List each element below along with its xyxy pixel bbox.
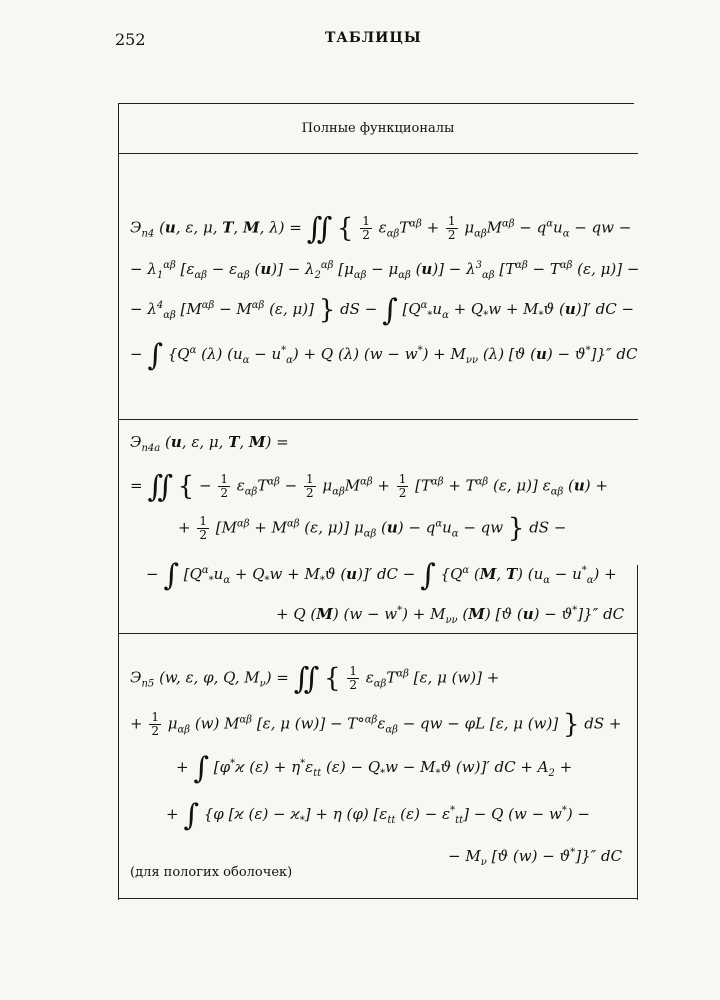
functionals-table xyxy=(118,103,638,900)
formula-line: + $\frac{1}{2}$ [$M^{\alpha\beta} + M^{\alpha\beta}$ (ε, μ)] $\mu_{\alpha\beta}$ $(u) - q^\alpha u_\alpha$ − qw } dS − xyxy=(178,513,567,544)
formula-line: − $M_\nu$ [ϑ (w) − ϑ*]}″ dC xyxy=(448,847,623,868)
formula-line: + ∫ [φ*ϰ $(\varepsilon) + \eta^*\varepsilon_{tt}$ $(\varepsilon) - Q_*w - M_*ϑ$ (w)]′ dC + $A_2$ + xyxy=(176,751,573,786)
formula-line: $Э_{п4а}$ (u, ε, μ, T, M) = xyxy=(130,433,289,454)
table-top-rule xyxy=(118,103,634,104)
table-right-rule xyxy=(637,565,638,900)
formula-line: + $\frac{1}{2}$ $\mu_{\alpha\beta}$ (w) $M^{\alpha\beta}$ [ε, μ $(w)] - T^\circ^{\alpha\beta}\varepsilon_{\alpha\beta}$ − qw − φL [ε, μ (w)] } dS + xyxy=(130,709,622,740)
section-rule xyxy=(118,419,638,420)
formula-line: + ∫ {φ [ϰ $(\varepsilon) - ϰ_*] + \eta$ (φ) [$\varepsilon_{tt}$ $(\varepsilon) - \varepsilon^*_{tt}] - Q$ (w − w*) − xyxy=(166,798,591,833)
header-rule xyxy=(118,153,638,154)
formula-line: − $\lambda^4_{\alpha\beta}$ [$M^{\alpha\beta} - M^{\alpha\beta}$ (ε, μ)] } dS − ∫ [$Q^\alpha_*u_\alpha + Q_*w + M_*ϑ$ (u)]′ dC − xyxy=(130,293,635,328)
formula-line: − ∫ [$Q^\alpha_*u_\alpha + Q_*w + M_*ϑ$ (u)]′ dC − ∫ {$Q^\alpha$ (M, T) $(u_\alpha - u^*_\alpha)$ + xyxy=(146,558,617,593)
formula-line: = ∬ { − $\frac{1}{2}$ $\varepsilon_{\alpha\beta}T^{\alpha\beta}$ − $\frac{1}{2}$ $\mu_{\alpha\beta}M^{\alpha\beta}$ + $\frac{1}{2}$ [$T^{\alpha\beta} + T^{\alpha\beta}$ (ε, μ)] $\varepsilon_{\alpha\beta}$ (u) + xyxy=(130,469,608,505)
formula-line: − $\lambda_1^{\alpha\beta}$ [$\varepsilon_{\alpha\beta} - \varepsilon_{\alpha\beta}$ $(u)] - \lambda_2^{\alpha\beta}$ [$\mu_{\alpha\beta} - \mu_{\alpha\beta}$ $(u)] - \lambda^3_{\alpha\beta}$ [$T^{\alpha\beta} - T^{\alpha\beta}$ (ε, μ)] − xyxy=(130,260,640,281)
running-title: ТАБЛИЦЫ xyxy=(325,30,422,46)
section-rule xyxy=(118,633,638,634)
formula-line: − ∫ {$Q^\alpha$ (λ) $(u_\alpha - u^*_\alpha) + Q$ (λ) $(w - w^*) + M_{\nu\nu}$ (λ) [ϑ (u) − ϑ*]}″ dC xyxy=(130,338,638,373)
table-header: Полные функционалы xyxy=(301,121,455,136)
formula-note: (для пологих оболочек) xyxy=(130,865,293,880)
formula-line: + Q (M) $(w - w^*) + M_{\nu\nu}$ (M) [ϑ (u) − ϑ*]}″ dC xyxy=(276,605,625,626)
page-number: 252 xyxy=(115,30,146,49)
table-left-rule xyxy=(118,103,119,900)
formula-line: $Э_{п4}$ (u, ε, μ, T, M, λ) = ∬ { $\frac{1}{2}$ $\varepsilon_{\alpha\beta}T^{\alpha\beta}$ + $\frac{1}{2}$ $\mu_{\alpha\beta}M^{\alpha\beta} - q^\alpha u_\alpha$ − qw − xyxy=(130,211,632,247)
formula-line: $Э_{п5}$ (w, ε, φ, Q, $M_\nu$) = ∬ { $\frac{1}{2}$ $\varepsilon_{\alpha\beta}T^{\alpha\beta}$ [ε, μ (w)] + xyxy=(130,661,500,697)
table-bottom-rule xyxy=(118,898,638,899)
